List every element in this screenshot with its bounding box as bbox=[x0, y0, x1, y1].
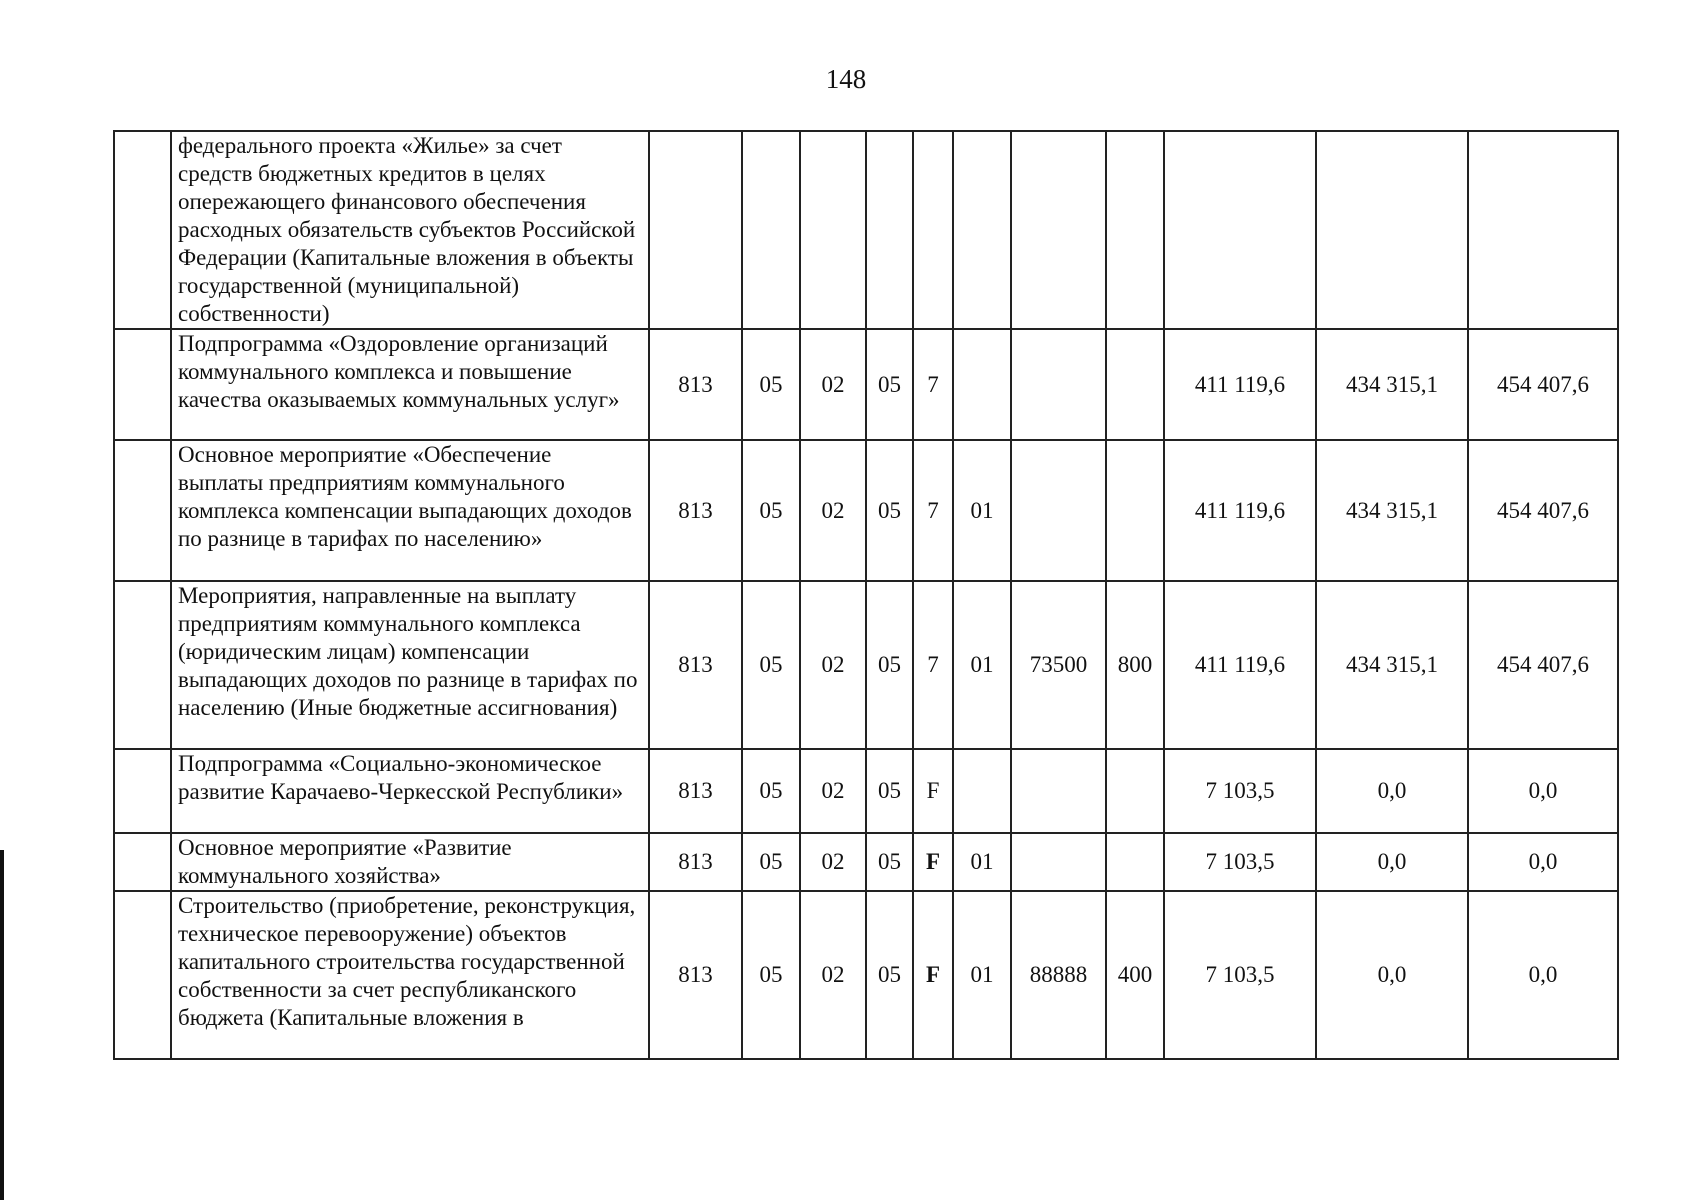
description-cell: Строительство (приобретение, реконструкция, техническое перевооружение) объектов капитального строительства государственной собственности за счет республиканского бюджета (Капитальные вложения в bbox=[171, 891, 649, 1059]
subprogram-cell: F bbox=[913, 749, 953, 833]
activity-cell bbox=[953, 131, 1011, 329]
table-row bbox=[114, 131, 1618, 329]
description-cell: Основное мероприятие «Обеспечение выплаты предприятиям коммунального комплекса компенсации выпадающих доходов по разнице в тарифах по населению» bbox=[171, 440, 649, 581]
expense-type-cell bbox=[1106, 329, 1164, 440]
subsection-cell: 02 bbox=[800, 749, 866, 833]
table-row bbox=[114, 329, 1618, 440]
sum-year3-cell: 0,0 bbox=[1468, 891, 1618, 1059]
sum-year1-cell: 411 119,6 bbox=[1164, 329, 1316, 440]
row-index-cell bbox=[114, 749, 171, 833]
row-index-cell bbox=[114, 329, 171, 440]
section-cell: 05 bbox=[742, 833, 800, 891]
sum-year1-cell: 7 103,5 bbox=[1164, 749, 1316, 833]
activity-cell bbox=[953, 329, 1011, 440]
sum-year2-cell bbox=[1316, 131, 1468, 329]
expense-type-cell bbox=[1106, 440, 1164, 581]
sum-year2-cell: 0,0 bbox=[1316, 833, 1468, 891]
sum-year1-cell: 411 119,6 bbox=[1164, 440, 1316, 581]
activity-cell bbox=[953, 749, 1011, 833]
sum-year1-cell bbox=[1164, 131, 1316, 329]
program-cell: 05 bbox=[866, 440, 913, 581]
program-cell: 05 bbox=[866, 581, 913, 749]
sum-year3-cell: 454 407,6 bbox=[1468, 440, 1618, 581]
direction-cell: 73500 bbox=[1011, 581, 1106, 749]
section-cell bbox=[742, 131, 800, 329]
activity-cell: 01 bbox=[953, 440, 1011, 581]
sum-year3-cell: 0,0 bbox=[1468, 833, 1618, 891]
activity-cell: 01 bbox=[953, 833, 1011, 891]
ministry-code-cell: 813 bbox=[649, 581, 742, 749]
page-number: 148 bbox=[825, 64, 867, 94]
direction-cell bbox=[1011, 329, 1106, 440]
sum-year3-cell: 0,0 bbox=[1468, 749, 1618, 833]
ministry-code-cell: 813 bbox=[649, 833, 742, 891]
program-cell: 05 bbox=[866, 329, 913, 440]
expense-type-cell: 800 bbox=[1106, 581, 1164, 749]
row-index-cell bbox=[114, 131, 171, 329]
table-row bbox=[114, 833, 1618, 891]
ministry-code-cell: 813 bbox=[649, 440, 742, 581]
subsection-cell: 02 bbox=[800, 329, 866, 440]
row-index-cell bbox=[114, 440, 171, 581]
sum-year1-cell: 411 119,6 bbox=[1164, 581, 1316, 749]
subsection-cell: 02 bbox=[800, 581, 866, 749]
subprogram-cell: 7 bbox=[913, 581, 953, 749]
sum-year2-cell: 434 315,1 bbox=[1316, 440, 1468, 581]
table-row bbox=[114, 749, 1618, 833]
budget-table bbox=[113, 130, 1619, 1060]
subprogram-cell: F bbox=[913, 891, 953, 1059]
sum-year2-cell: 0,0 bbox=[1316, 891, 1468, 1059]
sum-year1-cell: 7 103,5 bbox=[1164, 833, 1316, 891]
description-cell: Подпрограмма «Социально-экономическое развитие Карачаево-Черкесской Республики» bbox=[171, 749, 649, 833]
expense-type-cell bbox=[1106, 131, 1164, 329]
direction-cell bbox=[1011, 833, 1106, 891]
row-index-cell bbox=[114, 581, 171, 749]
description-cell: федерального проекта «Жилье» за счет средств бюджетных кредитов в целях опережающего финансового обеспечения расходных обязательств субъектов Российской Федерации (Капитальные вложения в объекты государственной (муниципальной) собственности) bbox=[171, 131, 649, 329]
activity-cell: 01 bbox=[953, 581, 1011, 749]
row-index-cell bbox=[114, 833, 171, 891]
description-cell: Мероприятия, направленные на выплату предприятиям коммунального комплекса (юридическим лицам) компенсации выпадающих доходов по разнице в тарифах по населению (Иные бюджетные ассигнования) bbox=[171, 581, 649, 749]
ministry-code-cell: 813 bbox=[649, 749, 742, 833]
sum-year3-cell: 454 407,6 bbox=[1468, 329, 1618, 440]
subsection-cell: 02 bbox=[800, 440, 866, 581]
section-cell: 05 bbox=[742, 440, 800, 581]
expense-type-cell: 400 bbox=[1106, 891, 1164, 1059]
description-cell: Основное мероприятие «Развитие коммунального хозяйства» bbox=[171, 833, 649, 891]
sum-year3-cell: 454 407,6 bbox=[1468, 581, 1618, 749]
direction-cell bbox=[1011, 440, 1106, 581]
table-row bbox=[114, 581, 1618, 749]
activity-cell: 01 bbox=[953, 891, 1011, 1059]
direction-cell: 88888 bbox=[1011, 891, 1106, 1059]
sum-year2-cell: 0,0 bbox=[1316, 749, 1468, 833]
scan-margin-mark bbox=[0, 850, 4, 1200]
subprogram-cell: F bbox=[913, 833, 953, 891]
subprogram-cell bbox=[913, 131, 953, 329]
sum-year2-cell: 434 315,1 bbox=[1316, 329, 1468, 440]
program-cell: 05 bbox=[866, 891, 913, 1059]
subprogram-cell: 7 bbox=[913, 440, 953, 581]
ministry-code-cell: 813 bbox=[649, 891, 742, 1059]
expense-type-cell bbox=[1106, 833, 1164, 891]
ministry-code-cell bbox=[649, 131, 742, 329]
subsection-cell: 02 bbox=[800, 891, 866, 1059]
subsection-cell bbox=[800, 131, 866, 329]
row-index-cell bbox=[114, 891, 171, 1059]
ministry-code-cell: 813 bbox=[649, 329, 742, 440]
sum-year2-cell: 434 315,1 bbox=[1316, 581, 1468, 749]
table-row bbox=[114, 440, 1618, 581]
sum-year1-cell: 7 103,5 bbox=[1164, 891, 1316, 1059]
section-cell: 05 bbox=[742, 329, 800, 440]
section-cell: 05 bbox=[742, 749, 800, 833]
subprogram-cell: 7 bbox=[913, 329, 953, 440]
section-cell: 05 bbox=[742, 891, 800, 1059]
section-cell: 05 bbox=[742, 581, 800, 749]
expense-type-cell bbox=[1106, 749, 1164, 833]
table-row bbox=[114, 891, 1618, 1059]
program-cell: 05 bbox=[866, 749, 913, 833]
direction-cell bbox=[1011, 131, 1106, 329]
sum-year3-cell bbox=[1468, 131, 1618, 329]
subsection-cell: 02 bbox=[800, 833, 866, 891]
direction-cell bbox=[1011, 749, 1106, 833]
program-cell: 05 bbox=[866, 833, 913, 891]
program-cell bbox=[866, 131, 913, 329]
description-cell: Подпрограмма «Оздоровление организаций коммунального комплекса и повышение качества оказываемых коммунальных услуг» bbox=[171, 329, 649, 440]
